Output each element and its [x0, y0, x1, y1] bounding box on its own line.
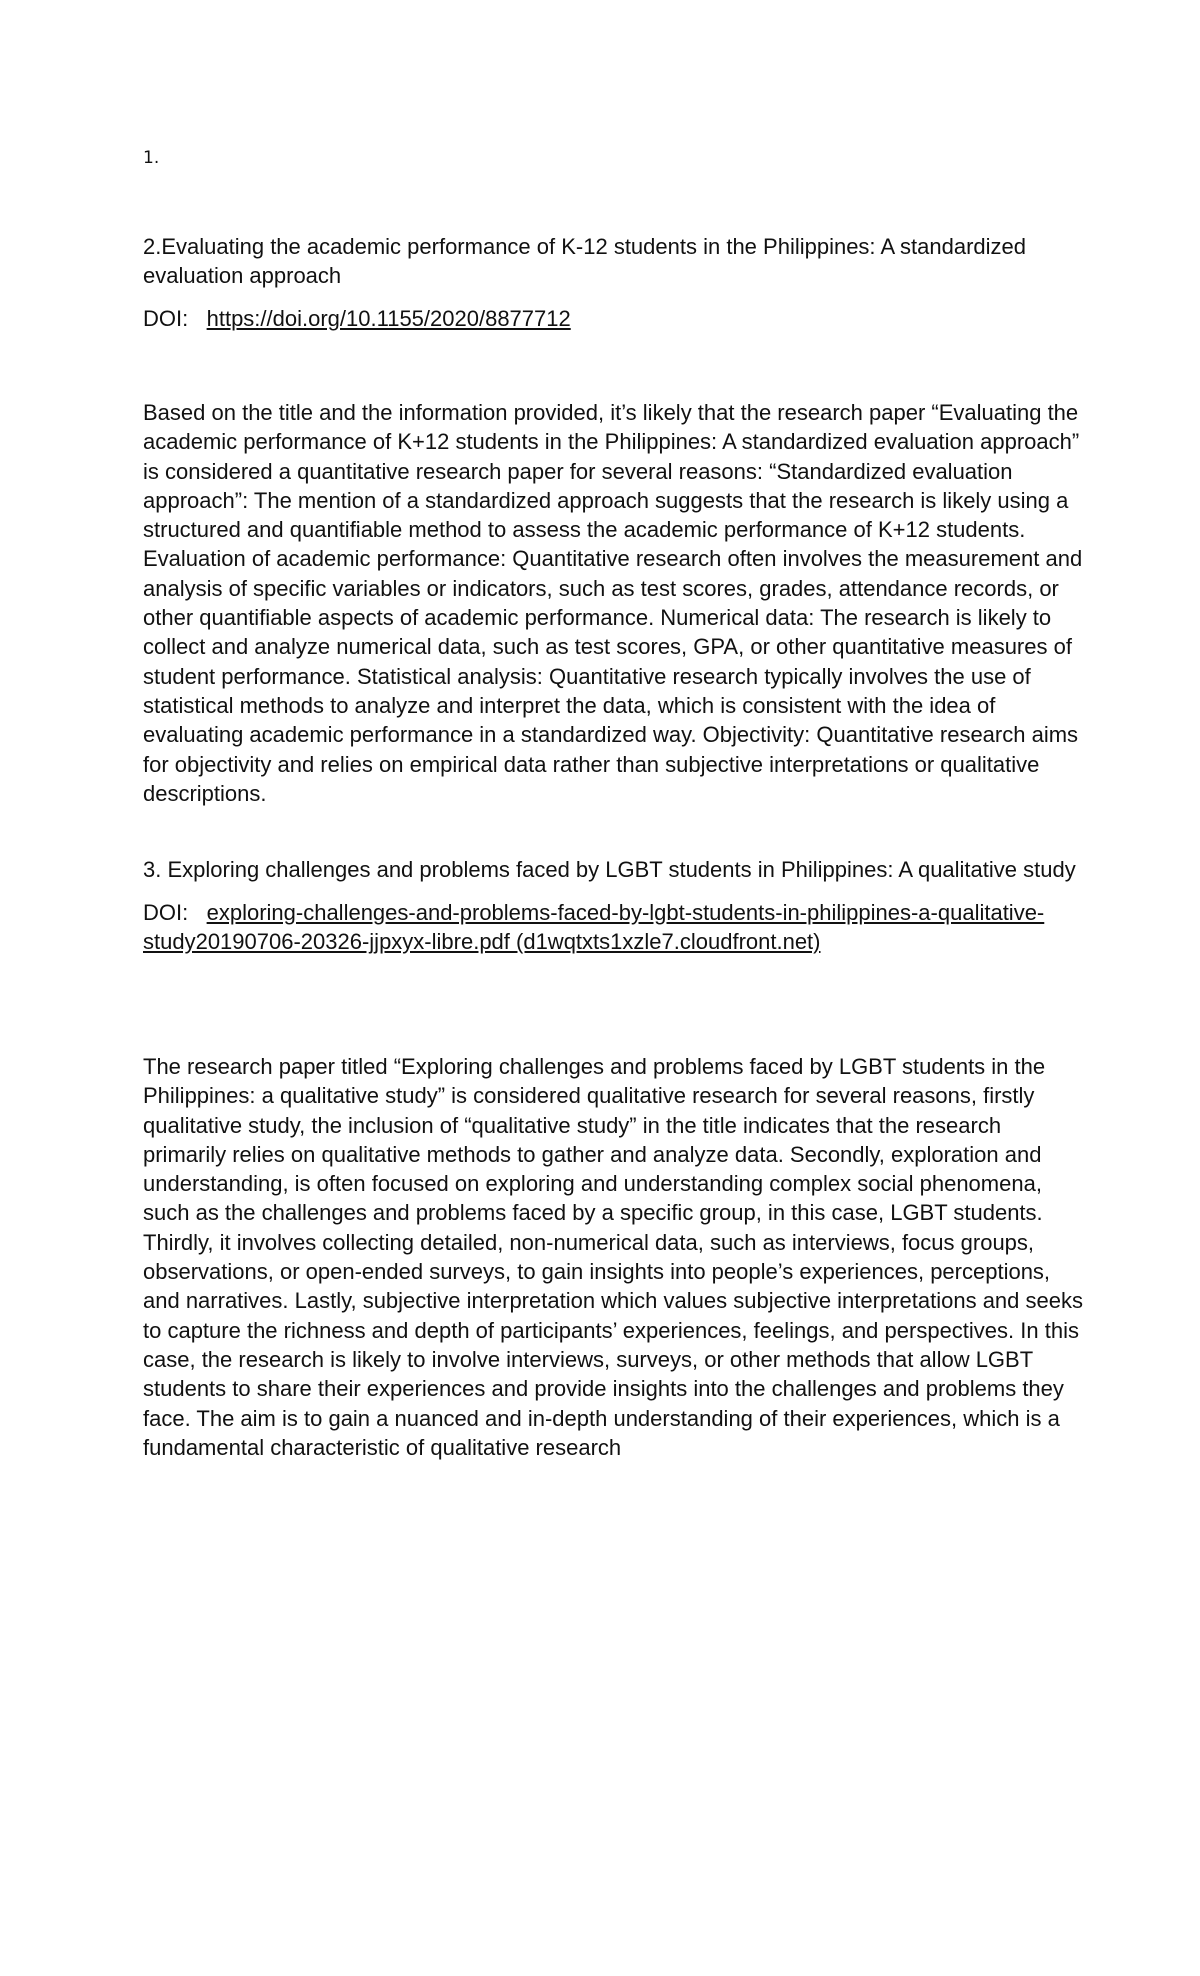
- list-number-marker: 1.: [143, 148, 160, 168]
- section-3: [143, 855, 1083, 956]
- section-2: [143, 232, 1083, 333]
- section-2-heading: 2.Evaluating the academic performance of K-12 students in the Philippines: A standardized evaluation approach: [143, 234, 1026, 288]
- doi-link[interactable]: https://doi.org/10.1155/2020/8877712: [206, 306, 571, 331]
- section-3-heading: 3. Exploring challenges and problems faced by LGBT students in Philippines: A qualitative study: [143, 857, 1076, 882]
- pdf-link[interactable]: exploring-challenges-and-problems-faced-by-lgbt-students-in-philippines-a-qualitative-study20190706-20326-jjpxyx-libre.pdf (d1wqtxts1xzle7.cloudfront.net): [143, 900, 1045, 954]
- doi-label: DOI:: [143, 306, 189, 331]
- section-2-doi: [143, 304, 1083, 333]
- doi-label: DOI:: [143, 900, 189, 925]
- paragraph-quantitative-analysis: Based on the title and the information provided, it’s likely that the research paper “Evaluating the academic performance of K+12 students in the Philippines: A standardized evaluation approach” is considered a quantitative research paper for several reasons: “Standardized evaluation approach”: The mention of a standardized approach suggests that the research is likely using a structured and quantifiable method to assess the academic performance of K+12 students. Evaluation of academic performance: Quantitative research often involves the measurement and analysis of specific variables or indicators, such as test scores, grades, attendance records, or other quantifiable aspects of academic performance. Numerical data: The research is likely to collect and analyze numerical data, such as test scores, GPA, or other quantitative measures of student performance. Statistical analysis: Quantitative research typically involves the use of statistical methods to analyze and interpret the data, which is consistent with the idea of evaluating academic performance in a standardized way. Objectivity: Quantitative research aims for objectivity and relies on empirical data rather than subjective interpretations or qualitative descriptions.: [143, 400, 1083, 806]
- paragraph-qualitative-analysis: The research paper titled “Exploring challenges and problems faced by LGBT students in the Philippines: a qualitative study” is considered qualitative research for several reasons, firstly qualitative study, the inclusion of “qualitative study” in the title indicates that the research primarily relies on qualitative methods to gather and analyze data. Secondly, exploration and understanding, is often focused on exploring and understanding complex social phenomena, such as the challenges and problems faced by a specific group, in this case, LGBT students. Thirdly, it involves collecting detailed, non-numerical data, such as interviews, focus groups, observations, or open-ended surveys, to gain insights into people’s experiences, perceptions, and narratives. Lastly, subjective interpretation which values subjective interpretations and seeks to capture the richness and depth of participants’ experiences, feelings, and perspectives. In this case, the research is likely to involve interviews, surveys, or other methods that allow LGBT students to share their experiences and provide insights into the challenges and problems they face. The aim is to gain a nuanced and in-depth understanding of their experiences, which is a fundamental characteristic of qualitative research: [143, 1054, 1083, 1460]
- section-3-doi: [143, 898, 1083, 956]
